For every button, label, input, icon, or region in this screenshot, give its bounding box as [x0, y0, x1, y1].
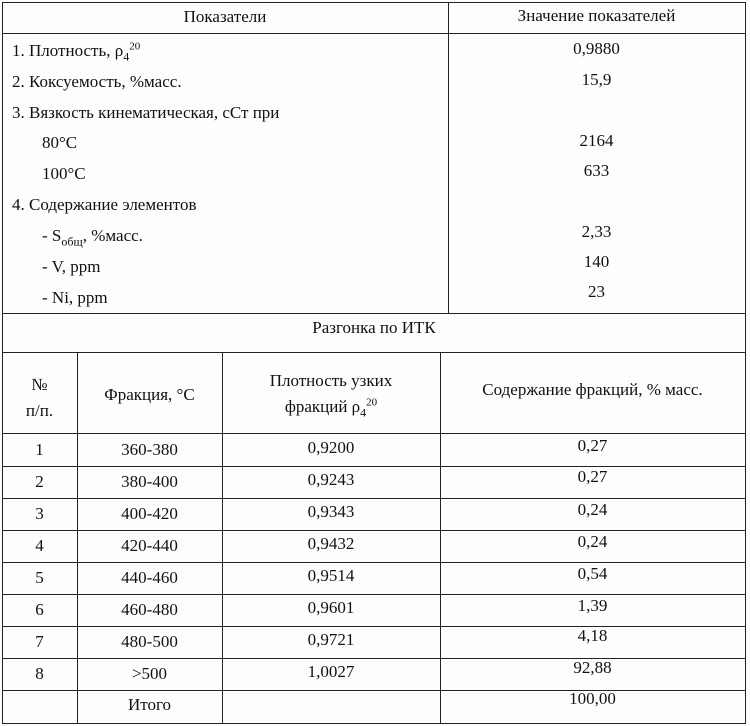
property-nickel-label: - Ni, ppm — [42, 288, 108, 307]
rule-header-bottom — [2, 33, 746, 34]
itk-row-1-content: 0,27 — [577, 436, 608, 455]
property-sulfur-value: 2,33 — [581, 222, 612, 241]
rule-row-4 — [2, 562, 746, 563]
section-title: Разгонка по ИТК — [312, 318, 436, 337]
itk-row-8-content: 92,88 — [573, 658, 612, 677]
itk-row-3-n: 3 — [35, 504, 44, 523]
itk-row-6-fraction: 460-480 — [121, 600, 178, 619]
rule-right — [745, 2, 746, 724]
itk-row-7-density: 0,9721 — [307, 630, 355, 649]
itk-row-7-n: 7 — [35, 632, 44, 651]
rule-row-5 — [2, 594, 746, 595]
itk-row-7-content: 4,18 — [577, 626, 608, 645]
itk-header-fraction: Фракция, °С — [104, 385, 195, 404]
rule-row-2 — [2, 498, 746, 499]
property-elements-label: 4. Содержание элементов — [12, 195, 197, 214]
rule-itk-header-bottom — [2, 433, 746, 434]
itk-header-density: Плотность узких фракций $\rho_4^{20}$ — [269, 371, 393, 420]
property-viscosity-80-value: 2164 — [579, 131, 614, 150]
itk-row-5-content: 0,54 — [577, 564, 608, 583]
property-vanadium-value: 140 — [583, 252, 610, 271]
header-values: Значение показателей — [517, 6, 676, 25]
property-viscosity-80-label: 80°С — [42, 133, 78, 152]
itk-row-6-density: 0,9601 — [307, 598, 355, 617]
total-label: Итого — [127, 695, 172, 714]
property-coking-value: 15,9 — [581, 70, 612, 89]
itk-header-number: № п/п. — [25, 375, 54, 420]
itk-row-5-n: 5 — [35, 568, 44, 587]
total-value: 100,00 — [569, 689, 616, 708]
itk-row-2-fraction: 380-400 — [121, 472, 178, 491]
itk-row-1-n: 1 — [35, 440, 44, 459]
rule-section-top — [2, 313, 746, 314]
property-vanadium-label: - V, ppm — [42, 257, 101, 276]
itk-row-2-density: 0,9243 — [307, 470, 355, 489]
itk-header-content: Содержание фракций, % масс. — [482, 380, 703, 399]
rule-top — [2, 2, 746, 3]
itk-row-1-fraction: 360-380 — [121, 440, 178, 459]
rule-row-3 — [2, 530, 746, 531]
itk-row-3-density: 0,9343 — [307, 502, 355, 521]
itk-row-1-density: 0,9200 — [307, 438, 355, 457]
itk-row-2-content: 0,27 — [577, 467, 608, 486]
itk-row-7-fraction: 480-500 — [121, 632, 178, 651]
property-density-value: 0,9880 — [573, 39, 620, 58]
itk-row-4-fraction: 420-440 — [121, 536, 178, 555]
itk-row-2-n: 2 — [35, 472, 44, 491]
property-sulfur-label: - $S_{общ}$, %масс. — [42, 226, 143, 249]
header-indicators: Показатели — [183, 7, 267, 26]
property-viscosity-100-label: 100°С — [42, 164, 86, 183]
property-coking-label: 2. Коксуемость, %масс. — [12, 72, 182, 91]
rule-section-bottom — [2, 352, 746, 353]
itk-row-4-density: 0,9432 — [307, 534, 355, 553]
property-nickel-value: 23 — [588, 282, 605, 301]
itk-row-3-content: 0,24 — [577, 500, 608, 519]
property-viscosity-label: 3. Вязкость кинематическая, сСт при — [12, 103, 280, 122]
itk-row-8-n: 8 — [35, 664, 44, 683]
itk-row-4-content: 0,24 — [577, 532, 608, 551]
property-density-label: 1. Плотность, $\rho_4^{20}$ — [12, 40, 141, 64]
itk-row-5-density: 0,9514 — [307, 566, 355, 585]
rule-bottom — [2, 723, 746, 724]
property-viscosity-100-value: 633 — [583, 161, 610, 180]
itk-row-6-n: 6 — [35, 600, 44, 619]
itk-row-8-density: 1,0027 — [307, 662, 355, 681]
itk-row-8-fraction: >500 — [131, 664, 168, 683]
itk-row-3-fraction: 400-420 — [121, 504, 178, 523]
itk-row-6-content: 1,39 — [577, 596, 608, 615]
itk-row-4-n: 4 — [35, 536, 44, 555]
itk-row-5-fraction: 440-460 — [121, 568, 178, 587]
